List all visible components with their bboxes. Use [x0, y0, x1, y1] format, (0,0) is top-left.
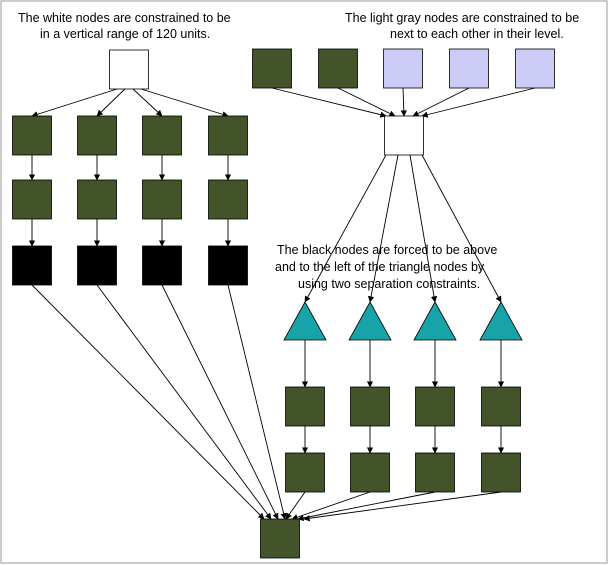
dark-green-node-top-1	[253, 49, 292, 88]
dark-green-node-right-row2-2	[351, 453, 390, 492]
white-nodes-note-line-1: The white nodes are constrained to be	[18, 11, 231, 25]
dark-green-node-left-row1-1	[13, 116, 52, 155]
dark-green-node-right-row2-4	[482, 453, 521, 492]
dark-green-node-right-row2-1	[286, 453, 325, 492]
dark-green-node-left-row2-1	[13, 180, 52, 219]
edge-w1-to-lg1_1	[97, 89, 125, 116]
dark-green-node-left-row2-3	[143, 180, 182, 219]
teal-triangle-node-3	[414, 302, 456, 340]
edge-rg2_0-to-bottom	[286, 492, 305, 519]
dark-green-node-right-row1-2	[351, 387, 390, 426]
white-node-top-left	[110, 50, 149, 89]
teal-triangle-node-1	[284, 302, 326, 340]
black-node-3	[143, 246, 182, 285]
dark-green-node-right-row2-3	[416, 453, 455, 492]
light-gray-node-top-4	[450, 49, 489, 88]
edge-t_0-to-w2	[272, 88, 386, 116]
white-nodes-note-line-2: in a vertical range of 120 units.	[40, 27, 211, 41]
gray-nodes-note-line-2: next to each other in their level.	[390, 27, 564, 41]
white-node-right	[385, 116, 424, 155]
light-gray-node-top-5	[516, 49, 555, 88]
dark-green-node-left-row1-2	[78, 116, 117, 155]
edge-w1-to-lg1_2	[133, 89, 162, 116]
dark-green-node-left-row1-3	[143, 116, 182, 155]
black-nodes-note-line-2: and to the left of the triangle nodes by	[275, 260, 485, 274]
dark-green-node-right-row1-4	[482, 387, 521, 426]
edge-lb_0-to-bottom	[32, 285, 264, 519]
teal-triangle-node-2	[349, 302, 391, 340]
edge-t_1-to-w2	[338, 88, 395, 116]
black-node-4	[209, 246, 248, 285]
light-gray-node-top-3	[384, 49, 423, 88]
edge-w1-to-lg1_0	[32, 89, 117, 116]
dark-green-node-right-row1-1	[286, 387, 325, 426]
black-node-1	[13, 246, 52, 285]
teal-triangle-node-4	[480, 302, 522, 340]
dark-green-node-top-2	[319, 49, 358, 88]
nodes-layer	[13, 49, 555, 558]
edge-t_2-to-w2	[403, 88, 404, 116]
dark-green-node-left-row2-4	[209, 180, 248, 219]
black-nodes-note-line-1: The black nodes are forced to be above	[277, 243, 498, 257]
edge-lb_1-to-bottom	[97, 285, 271, 519]
edge-rg2_2-to-bottom	[298, 492, 435, 519]
edge-t_4-to-w2	[422, 88, 535, 116]
dark-green-node-left-row1-4	[209, 116, 248, 155]
gray-nodes-note-line-1: The light gray nodes are constrained to be	[345, 11, 580, 25]
dark-green-node-left-row2-2	[78, 180, 117, 219]
edge-lb_3-to-bottom	[228, 285, 285, 519]
black-node-2	[78, 246, 117, 285]
black-nodes-note-line-3: using two separation constraints.	[298, 277, 481, 291]
edge-lb_2-to-bottom	[162, 285, 278, 519]
dark-green-node-right-row1-3	[416, 387, 455, 426]
dark-green-node-bottom-sink	[261, 519, 300, 558]
edge-t_3-to-w2	[413, 88, 469, 116]
edge-w1-to-lg1_3	[141, 89, 228, 116]
edge-rg2_3-to-bottom	[304, 492, 501, 519]
